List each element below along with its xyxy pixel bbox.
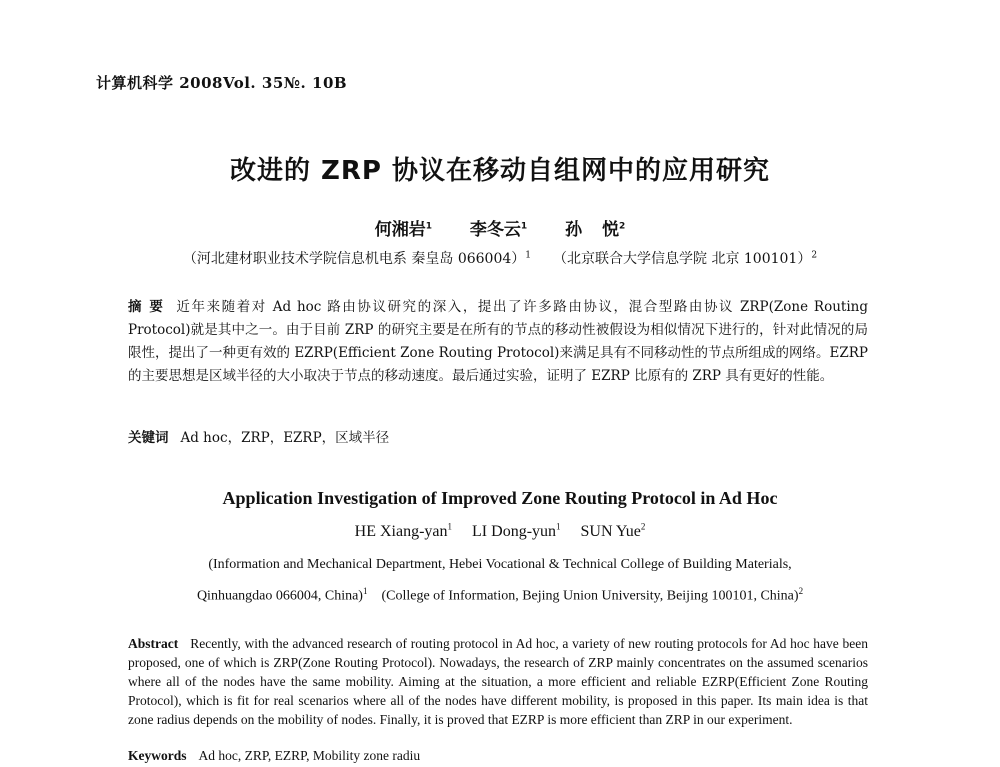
chinese-affiliations: （河北建材职业技术学院信息机电系 秦皇岛 066004）$^1$ （北京联合大学信息学院 北京 100101）$^2$ xyxy=(182,250,818,267)
chinese-author-3: 孙 悦$^2$ xyxy=(565,220,626,240)
english-abstract-label: Abstract xyxy=(128,636,179,651)
english-affiliations xyxy=(140,552,860,610)
chinese-author-1: 何湘岩$^1$ xyxy=(374,220,432,240)
chinese-keywords-text: Ad hoc，ZRP，EZRP，区域半径 xyxy=(180,430,390,446)
journal-header: 计算机科学 2008Vol. 35№. 10B xyxy=(96,74,348,92)
chinese-author-2: 李冬云$^1$ xyxy=(469,220,528,240)
chinese-abstract-label: 摘 要 xyxy=(128,299,165,315)
english-abstract xyxy=(128,634,868,729)
chinese-abstract xyxy=(128,296,868,388)
english-keywords-label: Keywords xyxy=(128,748,187,763)
english-keywords xyxy=(128,744,868,767)
chinese-keywords xyxy=(128,427,868,450)
chinese-affiliation-2: （北京联合大学信息学院 北京 100101） xyxy=(553,251,812,267)
chinese-keywords-label: 关键词 xyxy=(128,430,169,446)
english-authors xyxy=(0,522,1000,541)
english-abstract-text: Recently, with the advanced research of routing protocol in Ad hoc, a variety of new routing protocols for Ad hoc have been proposed, one of which is ZRP(Zone Routing Protocol). Nowadays, the research of ZRP mainly concentrates on the assumed scenarios where all of the nodes have the same mobility. Aiming at the situation, a more efficient and reliable EZRP(Efficient Zone Routing Protocol), which is fit for real scenarios where all of the nodes have different mobility, is proposed in this paper. Its main idea is that zone radius depends on the mobility of nodes. Finally, it is proved that EZRP is more efficient than ZRP in our experiment. xyxy=(128,636,868,727)
english-author-2: LI Dong-yun$^1$ xyxy=(472,522,561,541)
english-author-3: SUN Yue$^2$ xyxy=(580,522,646,541)
english-author-1: HE Xiang-yan$^1$ xyxy=(354,522,453,541)
chinese-title: 改进的 ZRP 协议在移动自组网中的应用研究 xyxy=(229,156,771,186)
english-title: Application Investigation of Improved Zone Routing Protocol in Ad Hoc xyxy=(222,488,778,508)
english-affiliation-line-1: (Information and Mechanical Department, Hebei Vocational & Technical College of Building Materials, xyxy=(208,557,792,572)
english-keywords-text: Ad hoc, ZRP, EZRP, Mobility zone radiu xyxy=(198,748,421,763)
chinese-authors xyxy=(0,215,1000,240)
chinese-affiliation-1: （河北建材职业技术学院信息机电系 秦皇岛 066004） xyxy=(182,251,526,267)
chinese-abstract-text: 近年来随着对 Ad hoc 路由协议研究的深入，提出了许多路由协议，混合型路由协议 ZRP(Zone Routing Protocol)就是其中之一。由于目前 ZRP 的研究主要是在所有的节点的移动性被假设为相似情况下进行的，针对此情况的局限性，提出了一种更有效的 EZRP(Efficient Zone Routing Protocol)来满足具有不同移动性的节点所组成的网络。EZRP 的主要思想是区域半径的大小取决于节点的移动速度。最后通过实验，证明了 EZRP 比原有的 ZRP 具有更好的性能。 xyxy=(128,299,868,384)
english-affiliation-line-2: Qinhuangdao 066004, China)$^1$ (College of Information, Bejing Union University, Beijing 100101, China)$^2$ xyxy=(196,586,804,604)
